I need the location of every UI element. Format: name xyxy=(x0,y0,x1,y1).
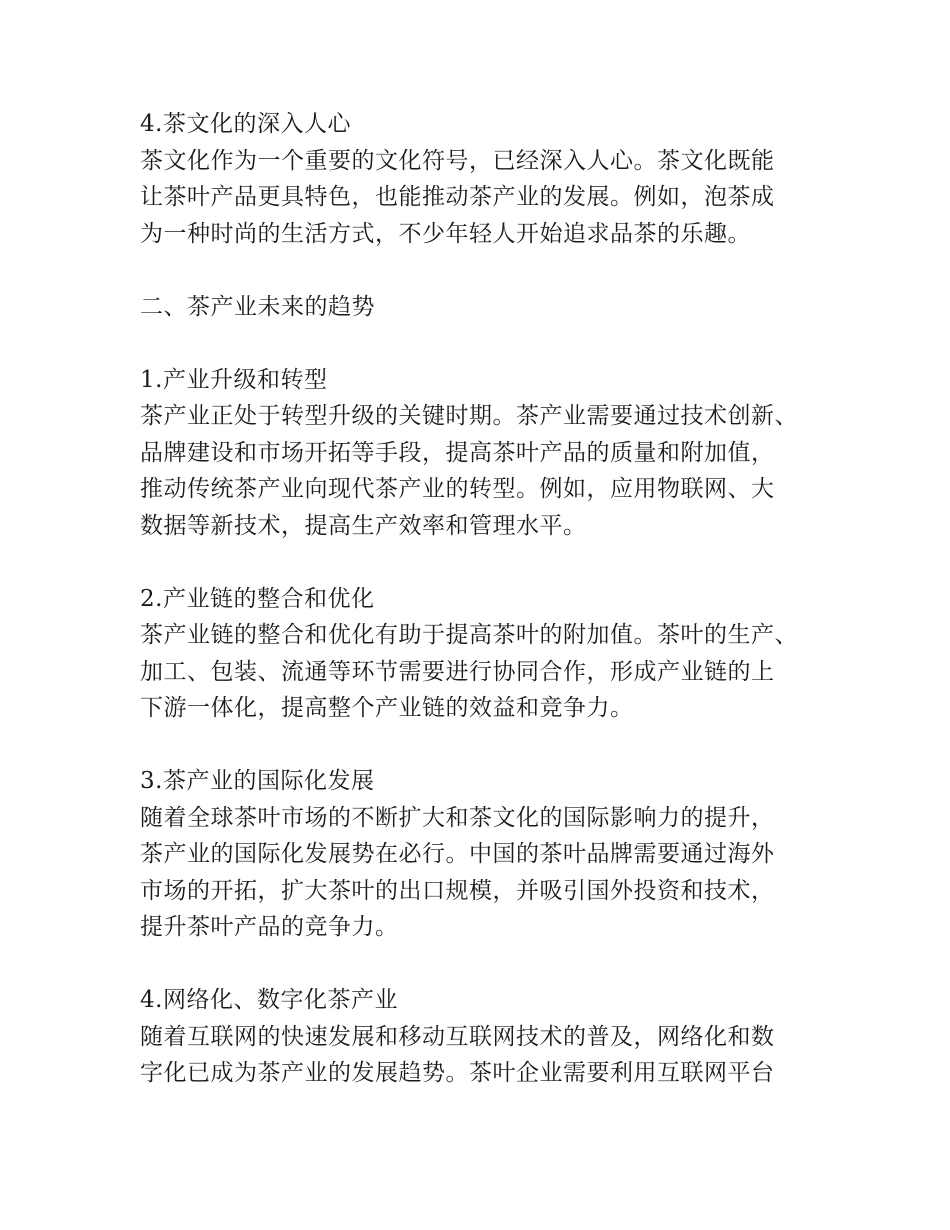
paragraph-line: 加工、包装、流通等环节需要进行协同合作，形成产业链的上 xyxy=(140,658,775,685)
section-heading: 2.产业链的整合和优化 xyxy=(140,585,375,612)
paragraph-line: 下游一体化，提高整个产业链的效益和竞争力。 xyxy=(140,695,634,721)
paragraph-line: 让茶叶产品更具特色，也能推动茶产业的发展。例如，泡茶成 xyxy=(140,184,775,210)
chapter-heading: 二、茶产业未来的趋势 xyxy=(140,293,375,320)
document-body xyxy=(140,106,820,1092)
paragraph-line: 为一种时尚的生活方式，不少年轻人开始追求品茶的乐趣。 xyxy=(140,220,751,247)
paragraph-line: 字化已成为茶产业的发展趋势。茶叶企业需要利用互联网平台 xyxy=(140,1060,775,1086)
paragraph-line: 推动传统茶产业向现代茶产业的转型。例如，应用物联网、大 xyxy=(140,476,775,502)
paragraph-line: 提升茶叶产品的竞争力。 xyxy=(140,914,399,940)
paragraph-line: 市场的开拓，扩大茶叶的出口规模，并吸引国外投资和技术， xyxy=(140,877,775,904)
paragraph-spacer xyxy=(140,946,820,983)
section-heading: 4.茶文化的深入人心 xyxy=(140,111,351,137)
paragraph-line: 茶文化作为一个重要的文化符号，已经深入人心。茶文化既能 xyxy=(140,147,775,174)
paragraph-spacer xyxy=(140,325,820,362)
paragraph-line: 随着全球茶叶市场的不断扩大和茶文化的国际影响力的提升， xyxy=(140,804,775,831)
paragraph-spacer xyxy=(140,544,820,581)
paragraph-line: 茶产业链的整合和优化有助于提高茶叶的附加值。茶叶的生产、 xyxy=(140,622,798,648)
paragraph-spacer xyxy=(140,252,820,289)
section-heading: 1.产业升级和转型 xyxy=(140,366,328,393)
paragraph-spacer xyxy=(140,727,820,764)
paragraph-line: 品牌建设和市场开拓等手段，提高茶叶产品的质量和附加值， xyxy=(140,439,775,466)
section-heading: 3.茶产业的国际化发展 xyxy=(140,768,375,794)
paragraph-line: 数据等新技术，提高生产效率和管理水平。 xyxy=(140,512,587,539)
paragraph-line: 茶产业正处于转型升级的关键时期。茶产业需要通过技术创新、 xyxy=(140,403,798,429)
paragraph-line: 茶产业的国际化发展势在必行。中国的茶叶品牌需要通过海外 xyxy=(140,841,775,867)
paragraph-line: 随着互联网的快速发展和移动互联网技术的普及，网络化和数 xyxy=(140,1023,775,1050)
section-heading: 4.网络化、数字化茶产业 xyxy=(140,987,398,1013)
